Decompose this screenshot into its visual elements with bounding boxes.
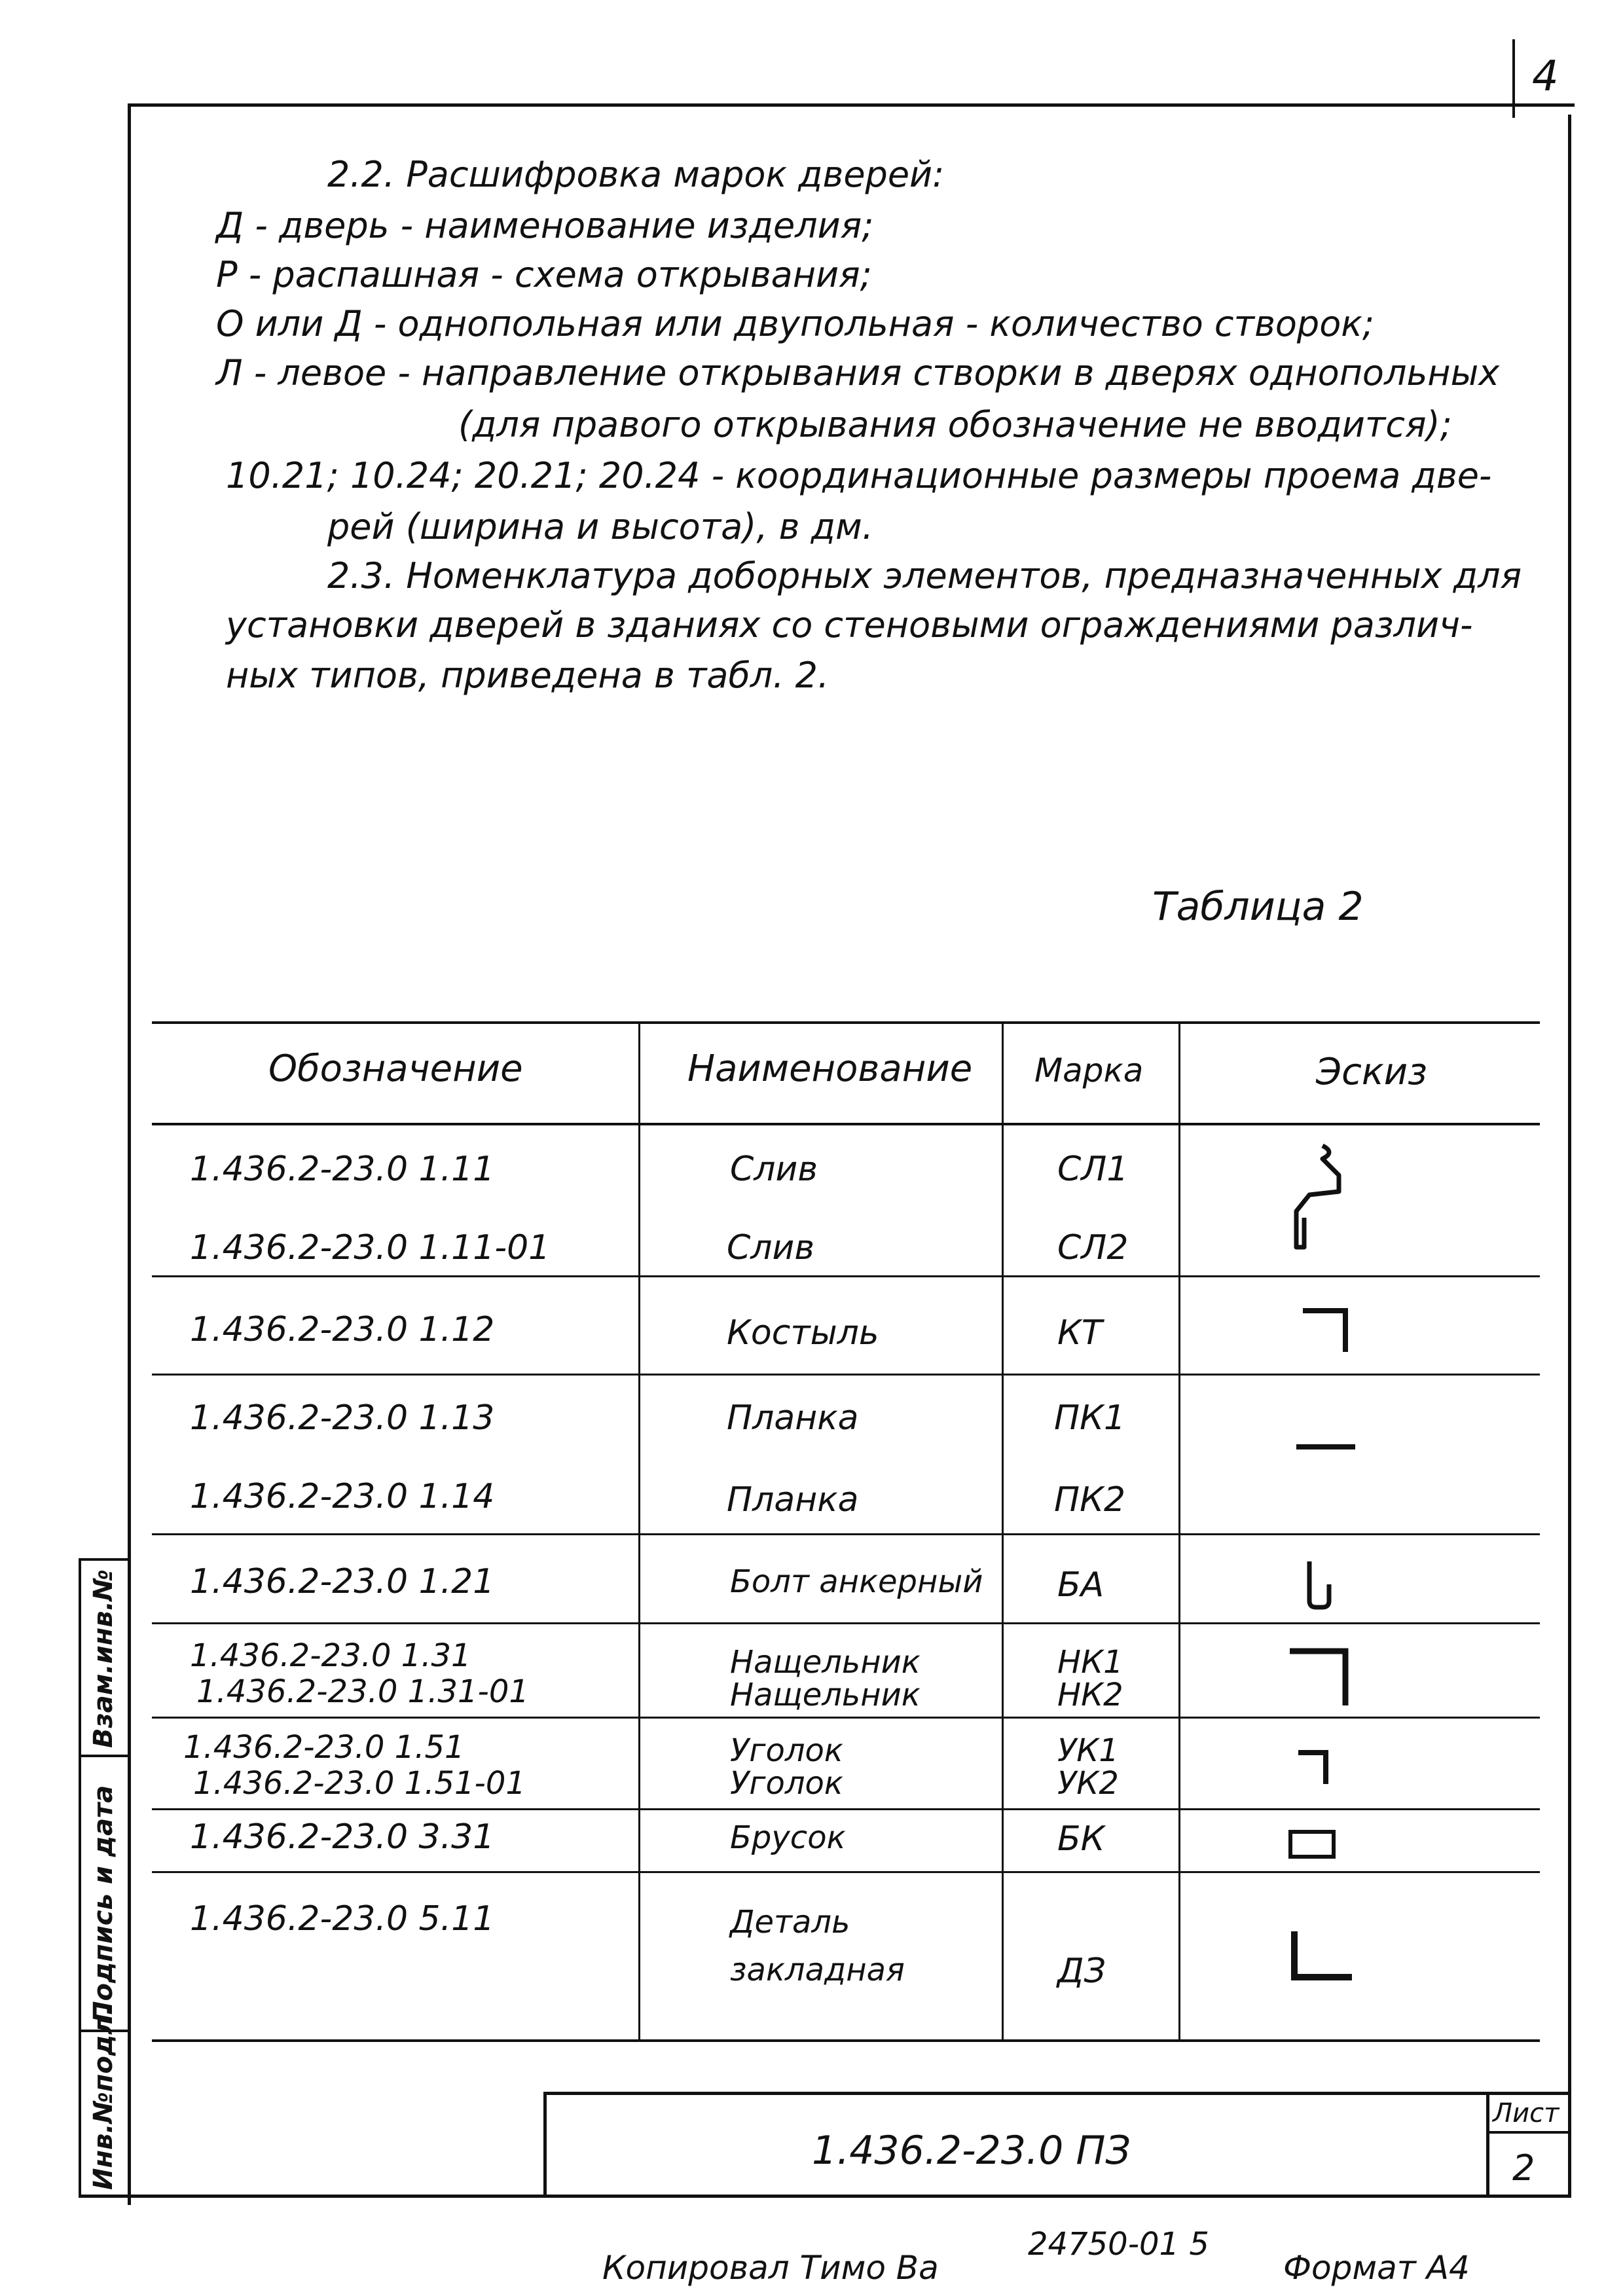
title-block-sheet-label: Лист [1493, 2098, 1559, 2128]
table-cell-designation: 1.436.2-23.0 1.11 [190, 1150, 495, 1189]
table-row-border [152, 1275, 1540, 1277]
table-caption: Таблица 2 [1152, 884, 1364, 930]
table-cell-name: Деталь [730, 1904, 850, 1941]
sketch-plank-icon [1293, 1440, 1359, 1453]
sketch-bar-icon [1286, 1827, 1339, 1863]
body-line-8: рей (ширина и высота), в дм. [327, 506, 873, 547]
table-cell-designation: 1.436.2-23.0 1.51-01 [193, 1765, 526, 1802]
sketch-angle-icon [1293, 1745, 1339, 1791]
body-line-4: О или Д - однопольная или двупольная - количество створок; [216, 303, 1375, 344]
table-cell-designation: 1.436.2-23.0 1.12 [190, 1310, 495, 1349]
table-row-border [152, 1717, 1540, 1719]
title-block-left [543, 2092, 547, 2196]
table-cell-mark: СЛ1 [1057, 1150, 1129, 1189]
frame-top [128, 103, 1575, 107]
body-line-7: 10.21; 10.24; 20.21; 20.24 - координационные размеры проема две- [226, 455, 1492, 496]
frame-bottom [79, 2195, 1571, 2198]
table-cell-name: Уголок [730, 1765, 843, 1802]
table-cell-designation: 1.436.2-23.0 1.13 [190, 1398, 495, 1438]
table-bottom-border [152, 2039, 1540, 2042]
table-cell-mark: ПК1 [1054, 1398, 1126, 1438]
table-cell-name: Костыль [727, 1313, 879, 1353]
table-row-border [152, 1871, 1540, 1873]
sketch-drip-icon [1283, 1139, 1362, 1257]
table-cell-name: Брусок [730, 1819, 846, 1856]
sketch-embedded-part-icon [1286, 1928, 1359, 1987]
table-cell-name-line2: закладная [730, 1952, 905, 1988]
sidebar-left [79, 1558, 81, 2196]
title-block-sheet-number: 2 [1512, 2147, 1535, 2189]
table-cell-designation: 1.436.2-23.0 1.31 [190, 1637, 471, 1674]
body-line-2: Д - дверь - наименование изделия; [216, 205, 874, 246]
table-cell-name: Нащельник [730, 1677, 921, 1713]
table-cell-name: Болт анкерный [730, 1563, 983, 1600]
sketch-flashing-icon [1283, 1643, 1355, 1709]
table-cell-mark: СЛ2 [1057, 1228, 1129, 1267]
body-line-6: (для правого открывания обозначение не вводится); [458, 404, 1452, 445]
footer-copied-by: Копировал Тимо Ва [602, 2249, 939, 2287]
sketch-crutch-icon [1296, 1303, 1362, 1355]
table-header-designation: Обозначение [268, 1048, 523, 1090]
footer-number: 24750-01 5 [1028, 2226, 1209, 2263]
body-line-5: Л - левое - направление открывания створки в дверях однопольных [216, 352, 1500, 393]
table-cell-designation: 1.436.2-23.0 1.14 [190, 1477, 495, 1516]
table-cell-mark: ПК2 [1054, 1480, 1126, 1520]
title-block-top [543, 2092, 1571, 2095]
table-cell-mark: УК2 [1057, 1765, 1119, 1802]
sidebar-divider [79, 1755, 131, 1757]
footer-format: Формат А4 [1283, 2249, 1470, 2287]
table-cell-name: Планка [727, 1398, 859, 1438]
table-cell-designation: 1.436.2-23.0 3.31 [190, 1817, 495, 1857]
table-row-border [152, 1808, 1540, 1810]
table-header-mark: Марка [1034, 1051, 1144, 1089]
sidebar-top [79, 1558, 131, 1561]
table-column-divider [1178, 1021, 1180, 2039]
table-cell-mark: НК2 [1057, 1677, 1123, 1713]
page-number: 4 [1532, 52, 1559, 101]
body-line-1: 2.2. Расшифровка марок дверей: [327, 154, 945, 195]
title-block-code: 1.436.2-23.0 ПЗ [812, 2128, 1131, 2174]
stamp-signature-date: Подпись и дата [88, 1785, 119, 2023]
table-cell-mark: ДЗ [1057, 1952, 1106, 1991]
body-line-9: 2.3. Номенклатура доборных элементов, предназначенных для [327, 555, 1522, 596]
stamp-inv-original: Инв.№подл. [88, 2005, 119, 2190]
title-block-sheet-hline [1486, 2131, 1571, 2134]
table-column-divider [1002, 1021, 1004, 2039]
table-cell-designation: 1.436.2-23.0 1.21 [190, 1562, 495, 1601]
table-row-border [152, 1533, 1540, 1535]
table-cell-name: Слив [730, 1150, 818, 1189]
table-row-border [152, 1374, 1540, 1376]
table-cell-mark: КТ [1057, 1313, 1103, 1353]
table-column-divider [638, 1021, 640, 2039]
body-line-3: Р - распашная - схема открывания; [216, 254, 872, 295]
table-cell-designation: 1.436.2-23.0 5.11 [190, 1899, 495, 1939]
table-cell-name: Слив [727, 1228, 814, 1267]
frame-right [1568, 115, 1571, 2196]
body-line-10: установки дверей в зданиях со стеновыми ограждениями различ- [226, 604, 1473, 646]
table-header-name: Наименование [687, 1048, 973, 1090]
table-top-border [152, 1021, 1540, 1024]
table-row-border [152, 1622, 1540, 1624]
table-cell-name: Нащельник [730, 1644, 921, 1681]
table-cell-designation: 1.436.2-23.0 1.31-01 [196, 1673, 529, 1710]
table-cell-name: Уголок [730, 1732, 843, 1769]
table-cell-mark: БА [1057, 1565, 1104, 1605]
table-cell-designation: 1.436.2-23.0 1.11-01 [190, 1228, 551, 1267]
table-cell-mark: БК [1057, 1819, 1105, 1859]
table-cell-name: Планка [727, 1480, 859, 1520]
sketch-bolt-icon [1300, 1558, 1339, 1611]
table-cell-mark: УК1 [1057, 1732, 1119, 1769]
table-cell-designation: 1.436.2-23.0 1.51 [183, 1729, 465, 1766]
table-header-sketch: Эскиз [1316, 1051, 1427, 1093]
body-line-11: ных типов, приведена в табл. 2. [226, 655, 830, 696]
frame-left [128, 103, 131, 2205]
table-cell-mark: НК1 [1057, 1644, 1123, 1681]
table-header-border [152, 1123, 1540, 1125]
stamp-vzam-inv: Взам.инв.№ [88, 1569, 119, 1748]
title-block-sheet-divider [1486, 2092, 1489, 2196]
